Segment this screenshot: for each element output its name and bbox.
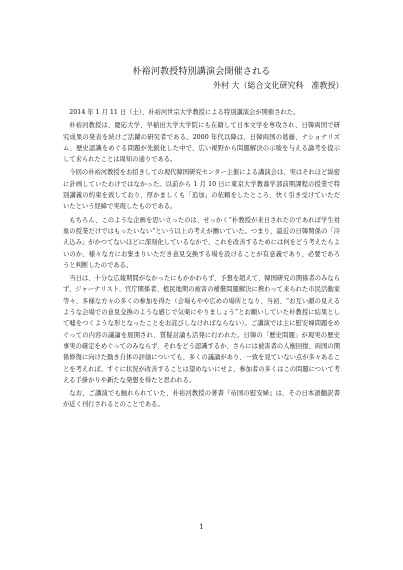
page-number: 1 <box>199 523 204 531</box>
paragraph: 朴裕河教授は、慶応大学、早稲田大学大学院にも在籍して日本文学を専攻され、日韓両国で研究成果の発表を続けご活躍の研究者である。2000 年代以降は、日韓両国の葛藤、ナショナリズム、歴史認識をめぐる問題が先鋭化した中で、広い視野から問題解決の示唆を与える論考を提示して来られたことは周知の通りである。 <box>63 122 340 164</box>
paragraph: 当日は、十分な広報期間がなかったにもかかわらず、予想を超えて、韓国研究の関係者のみならず、ジャーナリスト、官庁関係者、植民地期の被害の補償問題解決に携わって来られた市民活動家等々、多様な方々の多くの参加を得た（会場もやや広めの場所となり、当初、“お互い顔の見えるような会場での意見交換のような感じで気楽にやりましょう”とお願いしていた朴教授に結果として嘘をつくような形となったことをお詫びしなければならない）。ご講演では主に慰安婦問題をめぐっての内容の議論を展開され、質疑討論も活発に行われた。日韓の「歴史問題」が現実の歴史事実の確定をめぐってのみならず、それをどう認識するか、さらには被害者の人権回復、両国の関係修復に向けた動き自体の評価についても、多くの議論があり、一致を見ていない点が多々あることを考えれば、すぐに状況が改善することは望めないにせよ、参加者の多くはこの問題について考える手掛かりや新たな発想を得たと思われる。 <box>63 275 340 384</box>
author-line: 外村 大（総合文化研究科 准教授） <box>213 81 344 90</box>
body-text <box>63 107 340 413</box>
document-title: 朴裕河教授特別講演会開催される <box>132 67 271 77</box>
paragraph: 今回の朴裕河教授をお招きしての現代韓国研究センター主催による講演会は、実はそれほど綿密に計画していたわけではなかった。以前から 1 月 10 日に東京大学教養学部前期課程の授業で特別講義の約束を致しており、厚かましくも「追加」の依頼をしたところ、快く引き受けていただいたという経緯で実現したものである。 <box>63 169 340 211</box>
paragraph: 2014 年 1 月 11 日（土）、朴裕河世宗大学教授による特別講演会が開催された。 <box>69 109 300 116</box>
paragraph: もちろん、このような企画を思い立ったのは、せっかく“朴教授が来日されたのであれば学生対象の授業だけではもったいない”という以上の考えが働いていた。つまり、最近の日韓関係の「冷え込み」がかつてないほどに深刻化しているなかで、これを改善するためには何をどう考えたらよいのか、様々な方にお集まりいただき意見交換する場を設けることが有意義であり、必要であろうと判断したのである。 <box>63 216 340 269</box>
paragraph: なお、ご講演でも触れられていた、朴裕河教授の著書『帝国の慰安婦』は、その日本語翻訳書が近く刊行されるとのことである。 <box>63 390 340 409</box>
